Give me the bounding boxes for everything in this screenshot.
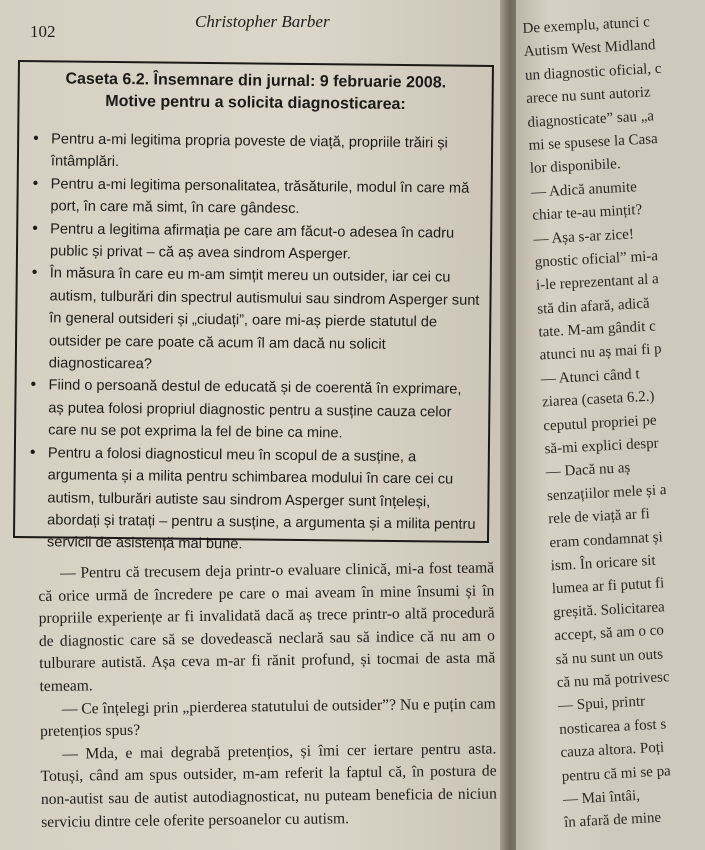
- right-page-line: chiar te-au mințit?: [531, 202, 643, 224]
- body-text: [38, 557, 497, 834]
- right-page-line: — Adică anumite: [530, 178, 638, 201]
- right-page-line: eram condamnat și: [549, 528, 664, 551]
- right-page-line: pentru că mi se pa: [561, 762, 672, 785]
- right-page-line: De exemplu, atunci c: [522, 14, 651, 37]
- reason-item: [29, 442, 480, 559]
- right-page-line: stă din afară, adică: [536, 295, 650, 318]
- page-number: 102: [30, 22, 56, 41]
- right-page-line: arece nu sunt autoriz: [525, 84, 652, 108]
- right-page-line: să-mi explici despr: [544, 435, 660, 458]
- right-page-line: ceputul propriei pe: [542, 412, 657, 435]
- right-page-line: mi se spusese la Casa: [528, 131, 659, 154]
- body-paragraph: — Ce înțelegi prin „pierderea statutului de outsider”? Nu e puțin cam pretențios spus?: [39, 694, 496, 741]
- reason-text: Fiind o persoană destul de educată și de coerentă în exprimare, aș putea folosi propriul diagnostic pentru a susține cauza celor care nu se pot exprima la fel de bine ca mine.: [48, 377, 462, 442]
- right-page-line: — Dacă nu aș: [545, 460, 631, 481]
- right-page-line: Autism West Midland: [523, 37, 656, 61]
- right-page-text: [522, 11, 705, 836]
- right-page-line: — Spui, printr: [557, 693, 646, 715]
- reason-text: Pentru a-mi legitima propria poveste de viață, propriile trăiri și întâmplări.: [50, 131, 448, 171]
- right-page-line: lor disponibile.: [529, 156, 622, 178]
- box-title: [19, 68, 491, 117]
- reason-item: [33, 128, 483, 178]
- reasons-list: [29, 128, 483, 558]
- right-page-line: — Mai întâi,: [562, 787, 641, 808]
- right-page-line: cauza altora. Poți: [560, 739, 665, 762]
- right-page-line: nosticarea a fost s: [558, 716, 667, 738]
- right-page-line: — Atunci când t: [540, 366, 640, 388]
- reason-text: Pentru a folosi diagnosticul meu în scopul de a susține, a argumenta și a milita pentru schimbarea modului în care cei cu autism, tulburări autiste sau sindrom Asperger sunt înțeleși, abordați și tratați – pentru a susține, a argumenta și a milita pentru servicii de asistență mai bune.: [46, 445, 476, 553]
- right-page-line: accept, să am o co: [553, 622, 665, 645]
- right-page-line: diagnosticate” sau „a: [527, 107, 655, 131]
- right-page-line: rele de viață ar fi: [547, 506, 651, 528]
- body-paragraph: — Pentru că trecusem deja printr-o evaluare clinică, mi-a fost teamă că orice urmă de încredere pe care o mai aveam în mine însumi și în propriile experiențe ar fi invalidată dacă aș trece printr-o altă procedură de diagnostic care să se dovedească neclară sau să indice că nu am o tulburare autistă. Așa ceva m-ar fi rănit profund, și tocmai de asta mă temeam.: [38, 559, 496, 695]
- right-page-line: senzațiilor mele și a: [546, 481, 667, 505]
- right-page-line: greșită. Solicitarea: [552, 599, 666, 621]
- right-page-line: un diagnostic oficial, c: [524, 60, 662, 84]
- reason-item: [30, 375, 481, 447]
- right-page-line: ism. În oricare sit: [550, 552, 656, 575]
- right-page-line: lumea ar fi putut fi: [551, 575, 665, 598]
- reason-item: [32, 218, 482, 268]
- right-page-line: în afară de mine: [563, 810, 662, 832]
- right-page: [516, 0, 672, 850]
- right-page-line: tate. M-am gândit c: [538, 318, 657, 341]
- right-page-line: să nu sunt un outs: [555, 646, 664, 668]
- right-page-line: ziarea (caseta 6.2.): [541, 388, 655, 411]
- right-page-line: că nu mă potrivesc: [556, 669, 670, 692]
- reason-text: Pentru a legitima afirmația pe care am făcut-o adesea în cadru public și privat – că aș avea sindrom Asperger.: [49, 220, 455, 263]
- right-page-line: — Așa s-ar zice!: [533, 225, 635, 248]
- diary-box: [13, 60, 494, 553]
- body-paragraph: — Mda, e mai degrabă pretențios, și îmi cer iertare pentru asta. Totuși, când am spus outsider, m-am referit la faptul că, în postura de non-autist sau de autist autodiagnosticat, nu puteam beneficia de niciun serviciu dintre cele oferite persoanelor cu autism.: [40, 740, 497, 831]
- box-title-line-2: Motive pentru a solicita diagnosticarea:: [105, 92, 406, 114]
- right-page-line: gnostic oficial” mi-a: [534, 248, 659, 271]
- reason-item: [32, 173, 482, 223]
- box-title-line-1: Caseta 6.2. Însemnare din jurnal: 9 februarie 2008.: [65, 70, 447, 92]
- running-head-author: Christopher Barber: [195, 12, 330, 31]
- right-page-line: i-le reprezentant al a: [535, 271, 660, 294]
- reason-text: Pentru a-mi legitima personalitatea, trăsăturile, modul în care mă port, în care mă simt, în care gândesc.: [50, 176, 470, 218]
- right-page-line: atunci nu aș mai fi p: [539, 341, 663, 364]
- reason-text: În măsura în care eu m-am simțit mereu un outsider, iar cei cu autism, tulburări din spectrul autismului sau sindrom Asperger sunt în general outsideri și „ciudați”, oare mi-aș pierde statutul de outsider pe care poate că acum îl am dacă nu solicit diagnosticarea?: [48, 265, 480, 373]
- reason-item: [31, 263, 482, 380]
